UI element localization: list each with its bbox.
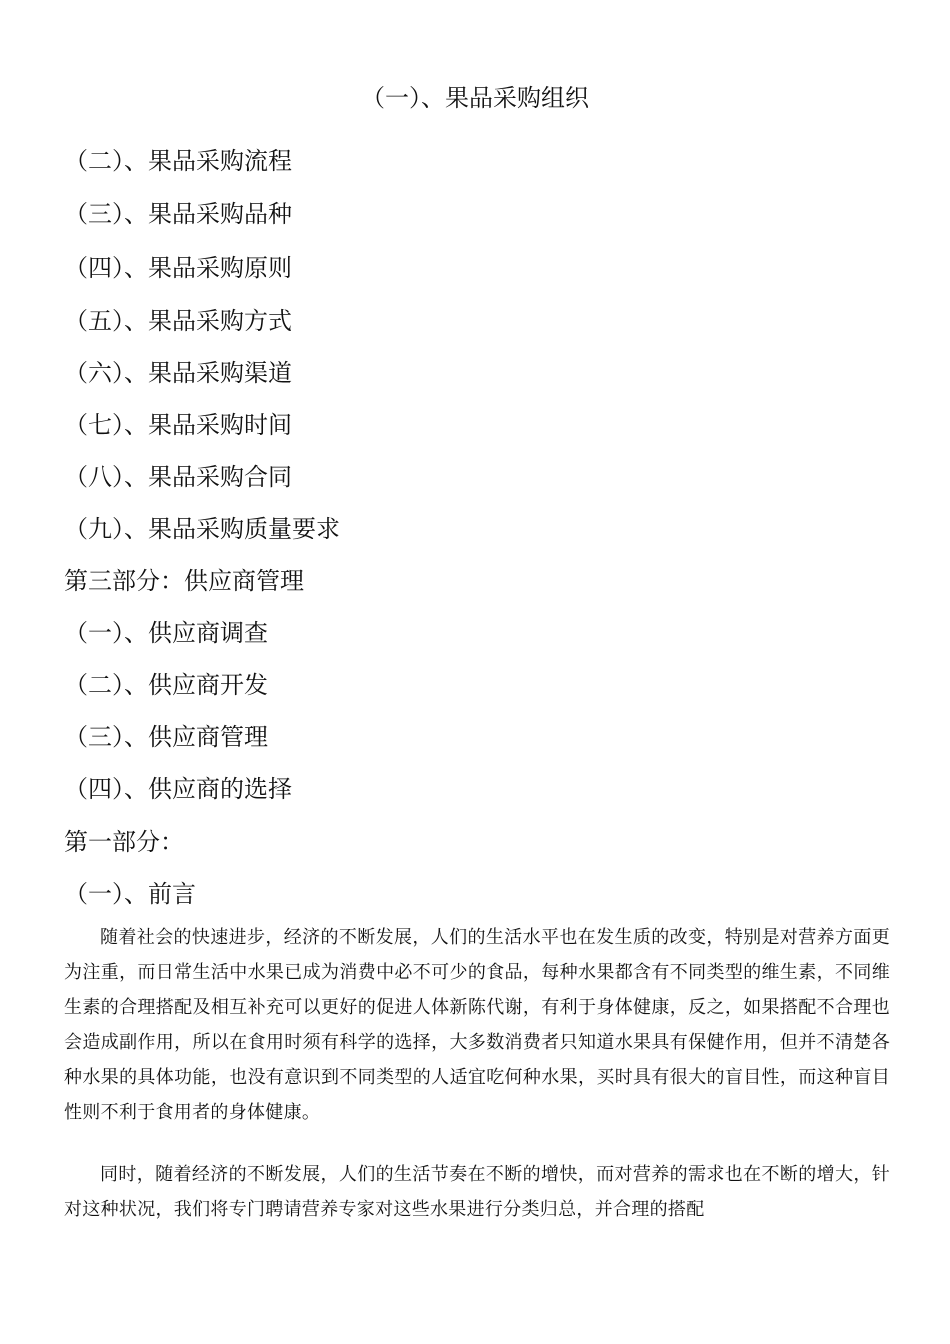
toc-item-supplier-selection: （四）、供应商的选择 <box>64 775 292 803</box>
paragraph-continuation: 同时，随着经济的不断发展，人们的生活节奏在不断的增快，而对营养的需求也在不断的增大，针对这种状况，我们将专门聘请营养专家对这些水果进行分类归总，并合理的搭配 <box>64 1164 890 1220</box>
toc-item-supplier-development: （二）、供应商开发 <box>64 671 268 699</box>
toc-item-purchase-channels: （六）、果品采购渠道 <box>64 359 292 387</box>
toc-item-purchase-varieties: （三）、果品采购品种 <box>64 200 292 228</box>
paragraph-introduction: 随着社会的快速进步，经济的不断发展，人们的生活水平也在发生质的改变，特别是对营养方面更为注重，而日常生活中水果已成为消费中必不可少的食品，每种水果都含有不同类型的维生素，不同维生素的合理搭配及相互补充可以更好的促进人体新陈代谢，有利于身体健康，反之，如果搭配不合理也会造成副作用，所以在食用时须有科学的选择，大多数消费者只知道水果具有保健作用，但并不清楚各种水果的具体功能，也没有意识到不同类型的人适宜吃何种水果，买时具有很大的盲目性，而这种盲目性则不利于食用者的身体健康。 <box>64 927 890 1123</box>
toc-item-purchase-contract: （八）、果品采购合同 <box>64 463 292 491</box>
part-one-title: 第一部分： <box>64 828 184 856</box>
part-three-title: 第三部分：供应商管理 <box>64 567 304 595</box>
toc-item-supplier-investigation: （一）、供应商调查 <box>64 619 268 647</box>
toc-item-purchase-principles: （四）、果品采购原则 <box>64 254 292 282</box>
toc-item-purchase-methods: （五）、果品采购方式 <box>64 307 292 335</box>
preface-title: （一）、前言 <box>64 880 196 908</box>
toc-item-supplier-management: （三）、供应商管理 <box>64 723 268 751</box>
toc-item-purchase-process: （二）、果品采购流程 <box>64 147 292 175</box>
toc-item-quality-requirements: （九）、果品采购质量要求 <box>64 515 340 543</box>
toc-item-purchase-time: （七）、果品采购时间 <box>64 411 292 439</box>
section-title: （一）、果品采购组织 <box>361 84 589 112</box>
